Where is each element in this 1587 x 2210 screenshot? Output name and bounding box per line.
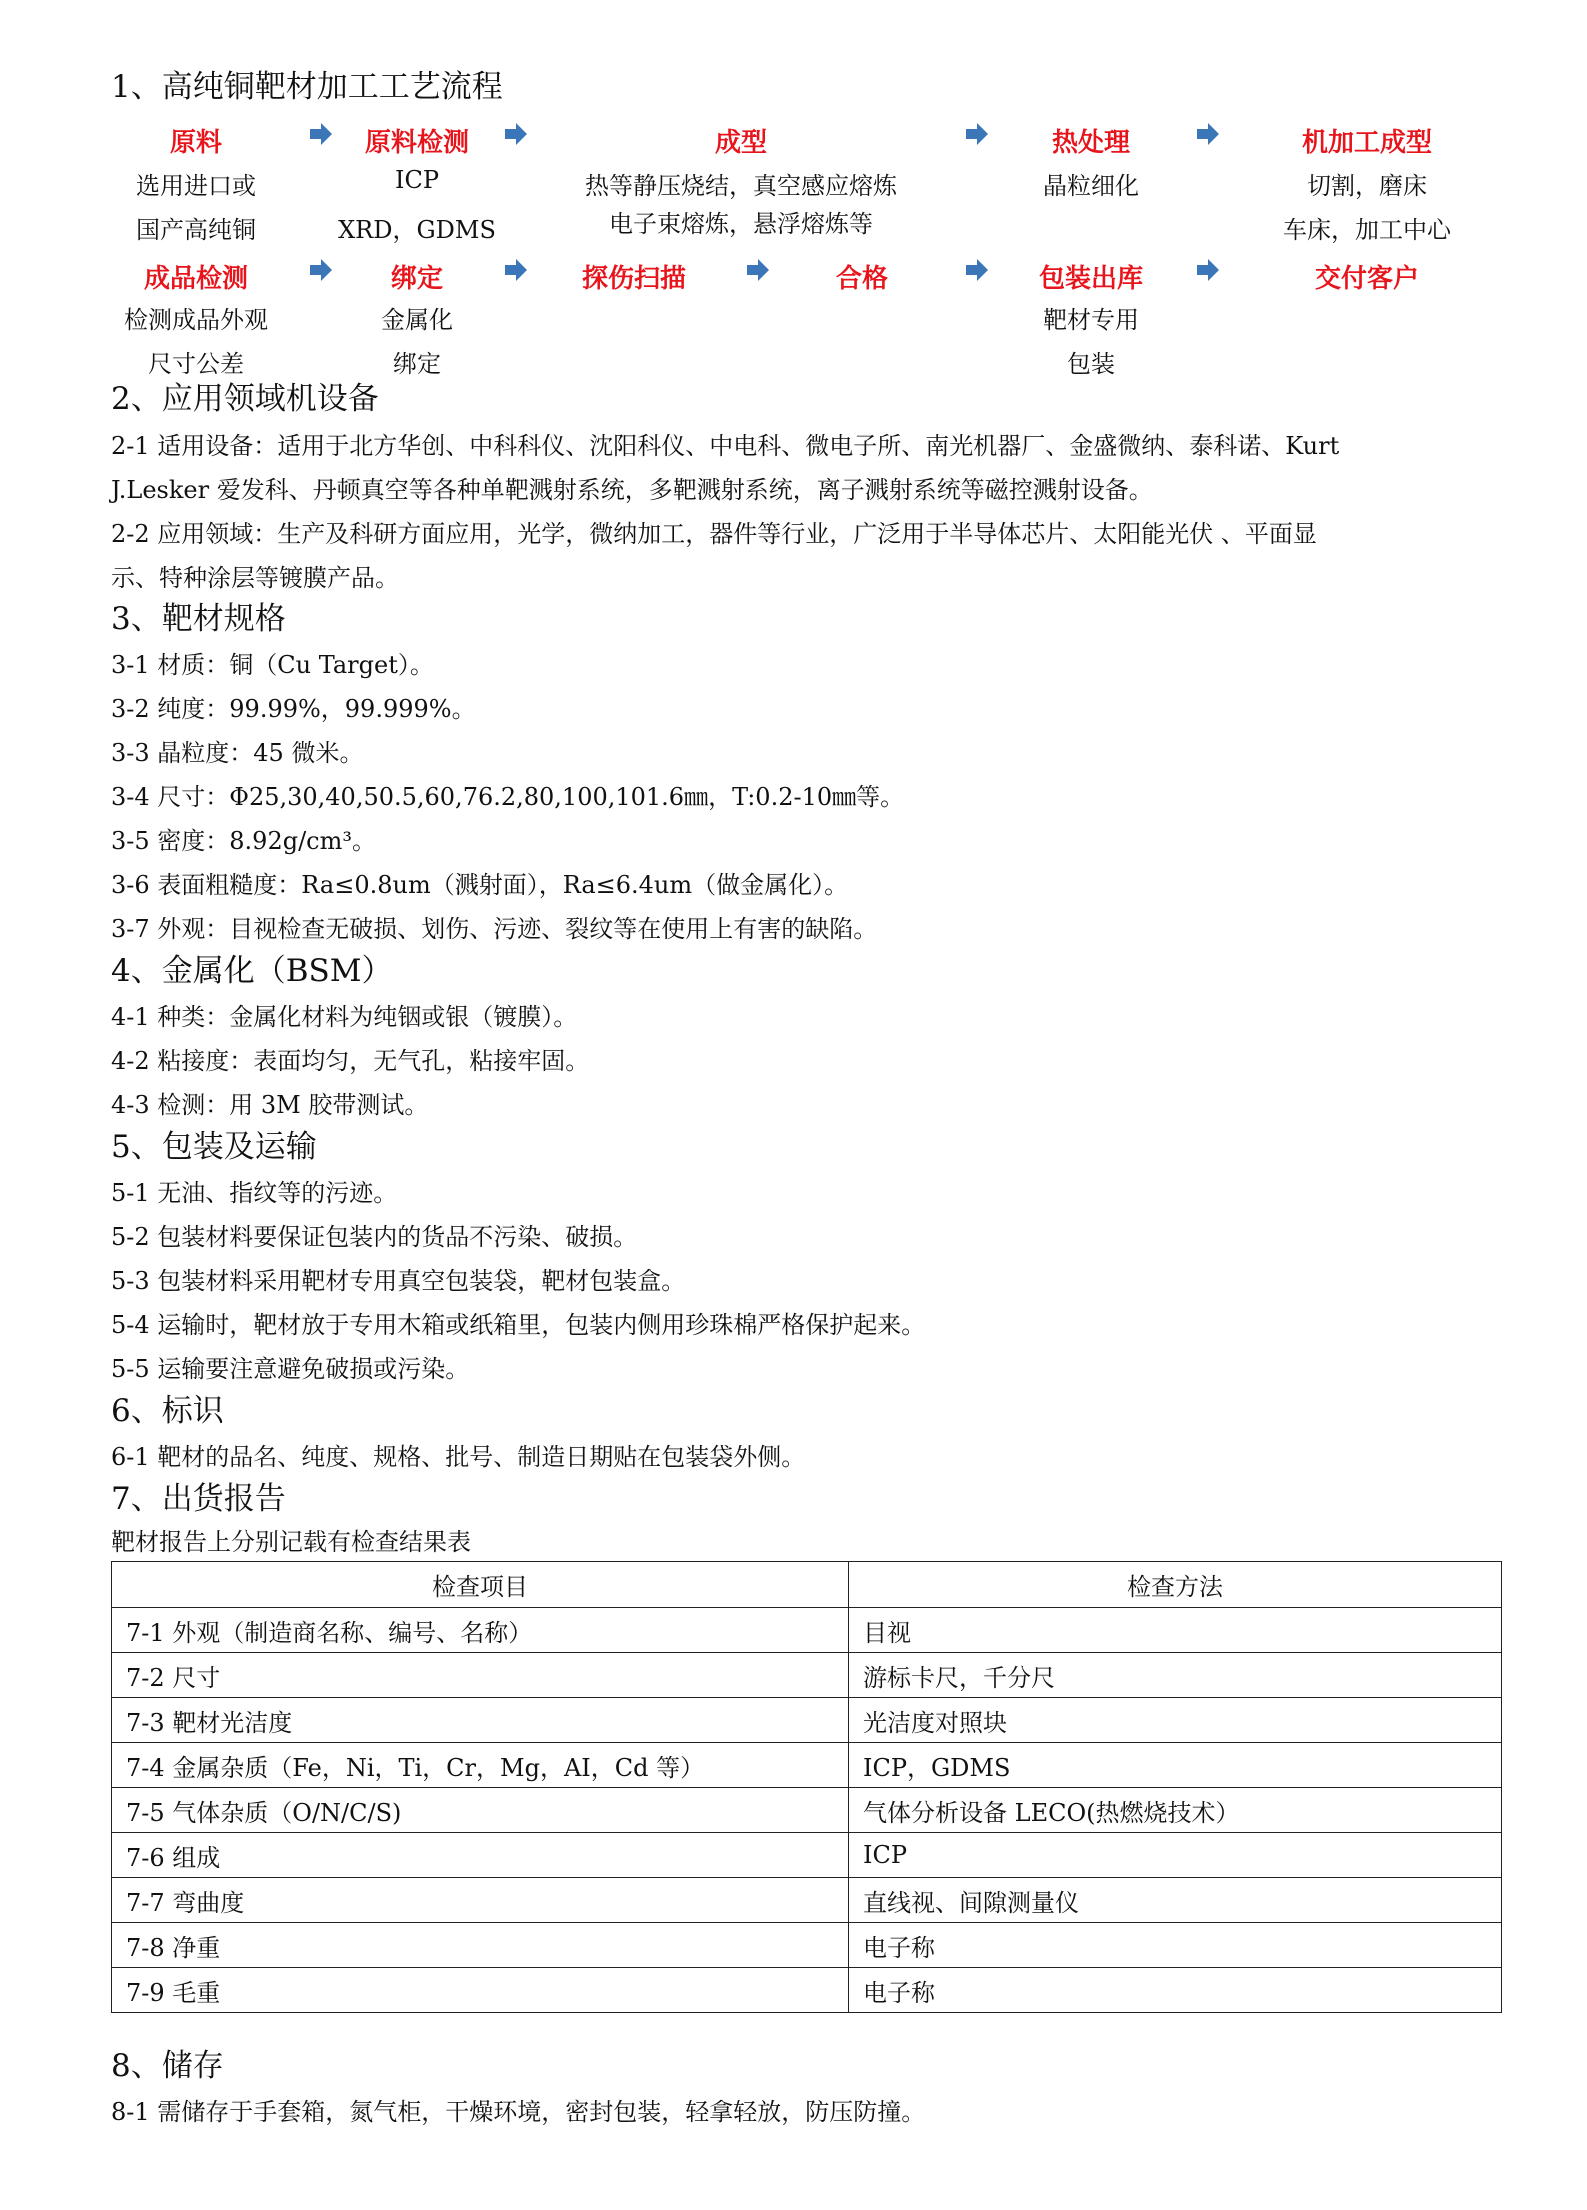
table-header-row: [112, 1562, 1502, 1608]
text-line: 3-3 晶粒度：45 微米。: [111, 739, 364, 767]
text-line: 3-2 纯度：99.99%，99.999%。: [111, 695, 476, 723]
arrow-right-icon: [310, 123, 332, 145]
section-7-title: 7、出货报告: [111, 1481, 286, 1517]
table-cell: 7-1 外观（制造商名称、编号、名称）: [112, 1608, 849, 1653]
table-cell: 7-9 毛重: [112, 1968, 849, 2013]
flow-step-label: 包装出库: [1038, 264, 1144, 294]
table-cell: 电子称: [849, 1968, 1502, 2013]
flow-step-label: 热处理: [1051, 128, 1131, 158]
section-3-title: 3、靶材规格: [111, 601, 286, 637]
table-cell: 气体分析设备 LECO(热燃烧技术）: [849, 1788, 1502, 1833]
table-row: [112, 1788, 1502, 1833]
text-line: 5-1 无油、指纹等的污迹。: [111, 1179, 398, 1207]
column-header: 检查项目: [112, 1562, 849, 1608]
section-5-title: 5、包装及运输: [111, 1129, 317, 1165]
table-cell: 7-5 气体杂质（O/N/C/S): [112, 1788, 849, 1833]
flow-step-label: 交付客户: [1314, 264, 1420, 294]
section-4-title: 4、金属化（BSM）: [111, 953, 393, 989]
section-1-title: 1、高纯铜靶材加工工艺流程: [111, 69, 503, 105]
arrow-right-icon: [310, 259, 332, 281]
table-row: [112, 1968, 1502, 2013]
table-cell: 电子称: [849, 1923, 1502, 1968]
flow-step-desc: 切割，磨床: [1307, 172, 1427, 200]
table-cell: 7-2 尺寸: [112, 1653, 849, 1698]
text-line: 3-4 尺寸：Φ25,30,40,50.5,60,76.2,80,100,101.6㎜，T:0.2-10㎜等。: [111, 783, 905, 811]
table-row: [112, 1878, 1502, 1923]
table-row: [112, 1743, 1502, 1788]
table-cell: 7-7 弯曲度: [112, 1878, 849, 1923]
flow-step-desc: 靶材专用: [1043, 306, 1139, 334]
arrow-right-icon: [966, 259, 988, 281]
flow-step-label: 原料检测: [364, 128, 470, 158]
flow-step-desc: 国产高纯铜: [136, 216, 256, 244]
flow-step-desc: XRD，GDMS: [338, 216, 496, 244]
section-8-title: 8、储存: [111, 2048, 224, 2084]
flow-step-label: 原料: [169, 128, 223, 158]
flow-step-desc: 检测成品外观: [124, 306, 268, 334]
table-cell: 7-4 金属杂质（Fe，Ni，Ti，Cr，Mg，AI，Cd 等）: [112, 1743, 849, 1788]
table-row: [112, 1608, 1502, 1653]
section-2-title: 2、应用领域机设备: [111, 381, 379, 417]
text-line: 5-2 包装材料要保证包装内的货品不污染、破损。: [111, 1223, 638, 1251]
flow-step-label: 合格: [835, 264, 889, 294]
table-row: [112, 1923, 1502, 1968]
table-intro: 靶材报告上分别记载有检查结果表: [111, 1528, 471, 1556]
arrow-right-icon: [966, 123, 988, 145]
table-cell: 直线视、间隙测量仪: [849, 1878, 1502, 1923]
flow-step-desc: 绑定: [393, 350, 441, 378]
arrow-right-icon: [1197, 259, 1219, 281]
text-line: 4-1 种类：金属化材料为纯铟或银（镀膜）。: [111, 1003, 578, 1031]
text-line: 6-1 靶材的品名、纯度、规格、批号、制造日期贴在包装袋外侧。: [111, 1443, 806, 1471]
table-cell: 7-8 净重: [112, 1923, 849, 1968]
arrow-right-icon: [505, 123, 527, 145]
flow-step-desc: 车床，加工中心: [1283, 216, 1451, 244]
arrow-right-icon: [747, 259, 769, 281]
flow-step-desc: 尺寸公差: [148, 350, 244, 378]
arrow-right-icon: [1197, 123, 1219, 145]
text-line: 3-6 表面粗糙度：Ra≤0.8um（溅射面），Ra≤6.4um（做金属化）。: [111, 871, 849, 899]
text-line: 2-2 应用领域：生产及科研方面应用，光学，微纳加工，器件等行业，广泛用于半导体芯片、太阳能光伏 、平面显: [111, 520, 1317, 548]
text-line: 2-1 适用设备：适用于北方华创、中科科仪、沈阳科仪、中电科、微电子所、南光机器厂、金盛微纳、泰科诺、Kurt: [111, 432, 1340, 460]
flow-step-desc: 金属化: [381, 306, 453, 334]
flow-step-label: 探伤扫描: [581, 264, 687, 294]
flow-step-label: 绑定: [390, 264, 444, 294]
table-row: [112, 1833, 1502, 1878]
table-cell: ICP: [849, 1833, 1502, 1878]
flow-step-desc: 晶粒细化: [1043, 172, 1139, 200]
inspection-table: [111, 1561, 1502, 2013]
text-line: 3-7 外观：目视检查无破损、划伤、污迹、裂纹等在使用上有害的缺陷。: [111, 915, 878, 943]
flow-step-desc: 热等静压烧结，真空感应熔炼: [585, 172, 897, 200]
table-cell: 7-3 靶材光洁度: [112, 1698, 849, 1743]
table-cell: 7-6 组成: [112, 1833, 849, 1878]
table-cell: ICP，GDMS: [849, 1743, 1502, 1788]
flow-step-desc: 选用进口或: [136, 172, 256, 200]
flow-step-desc: 包装: [1067, 350, 1115, 378]
text-line: 5-3 包装材料采用靶材专用真空包装袋，靶材包装盒。: [111, 1267, 686, 1295]
flow-step-desc: ICP: [395, 166, 439, 194]
table-cell: 游标卡尺，千分尺: [849, 1653, 1502, 1698]
text-line: 8-1 需储存于手套箱，氮气柜，干燥环境，密封包装，轻拿轻放，防压防撞。: [111, 2098, 926, 2126]
flow-step-label: 成型: [714, 128, 768, 158]
text-line: 示、特种涂层等镀膜产品。: [111, 564, 399, 592]
arrow-right-icon: [505, 259, 527, 281]
section-6-title: 6、标识: [111, 1393, 224, 1429]
text-line: 4-3 检测：用 3M 胶带测试。: [111, 1091, 429, 1119]
table-row: [112, 1653, 1502, 1698]
flow-step-label: 成品检测: [143, 264, 249, 294]
text-line: 3-5 密度：8.92g/cm³。: [111, 827, 376, 855]
text-line: J.Lesker 爱发科、丹顿真空等各种单靶溅射系统，多靶溅射系统，离子溅射系统等磁控溅射设备。: [111, 476, 1153, 504]
table-cell: 光洁度对照块: [849, 1698, 1502, 1743]
text-line: 3-1 材质：铜（Cu Target）。: [111, 651, 434, 679]
text-line: 4-2 粘接度：表面均匀，无气孔，粘接牢固。: [111, 1047, 590, 1075]
text-line: 5-5 运输要注意避免破损或污染。: [111, 1355, 470, 1383]
table-row: [112, 1698, 1502, 1743]
flow-step-desc: 电子束熔炼，悬浮熔炼等: [609, 210, 873, 238]
flow-step-label: 机加工成型: [1301, 128, 1433, 158]
table-cell: 目视: [849, 1608, 1502, 1653]
column-header: 检查方法: [849, 1562, 1502, 1608]
text-line: 5-4 运输时，靶材放于专用木箱或纸箱里，包装内侧用珍珠棉严格保护起来。: [111, 1311, 926, 1339]
